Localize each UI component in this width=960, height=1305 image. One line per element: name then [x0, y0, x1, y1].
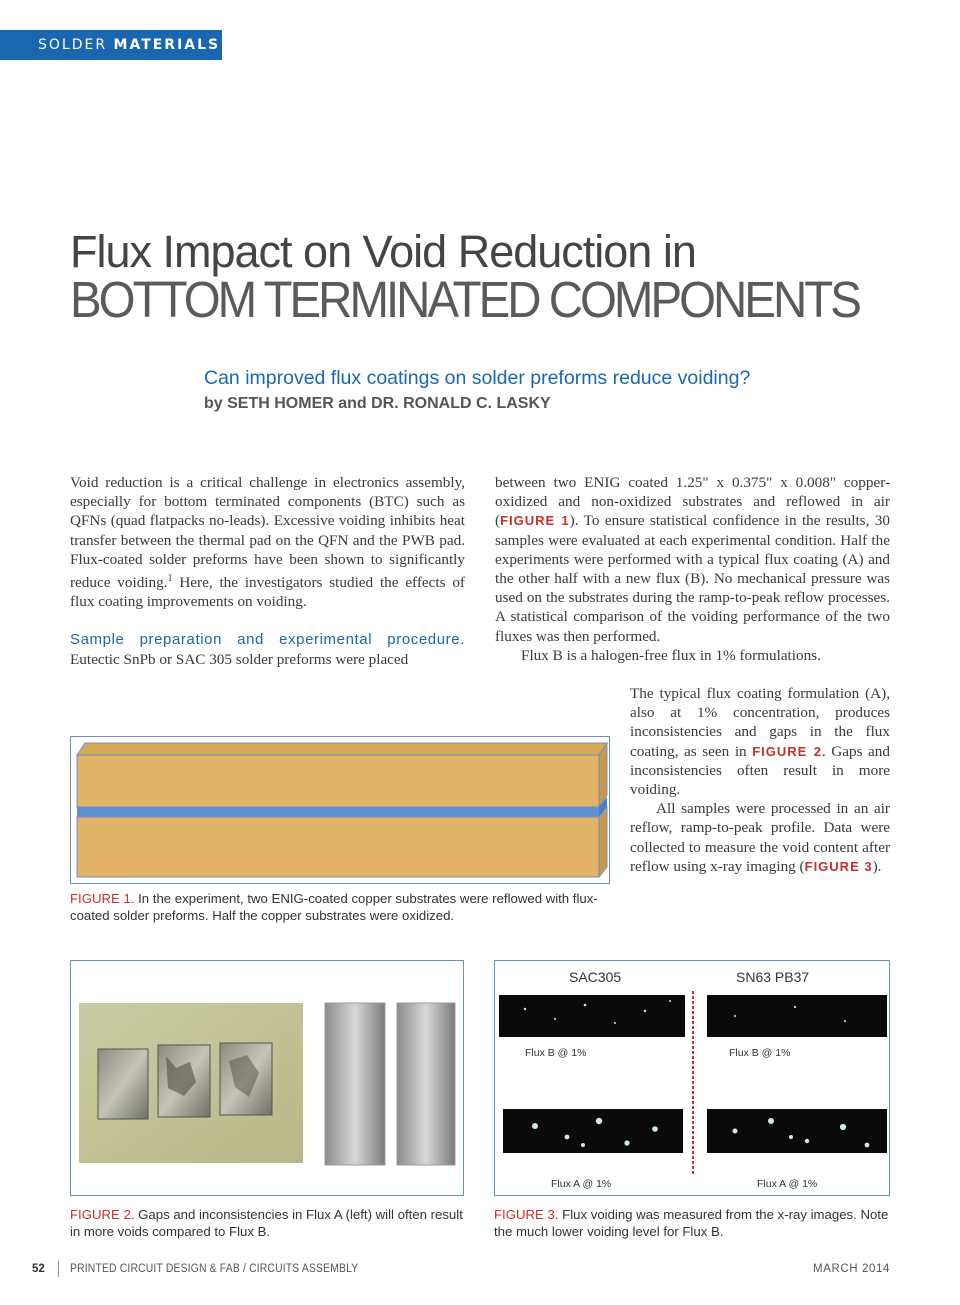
figure-1-caption: FIGURE 1. In the experiment, two ENIG-coated copper substrates were reflowed with flux-coated solder preforms. Half the copper substrates were oxidized.: [70, 891, 598, 923]
figure-3-label: FIGURE 3.: [494, 1207, 559, 1222]
xray-label-bottom-right: Flux A @ 1%: [757, 1178, 818, 1190]
publication-name: PRINTED CIRCUIT DESIGN & FAB / CIRCUITS ASSEMBLY: [70, 1263, 359, 1275]
paragraph-3a: Flux B is a halogen-free flux in 1% formulations.: [521, 646, 821, 664]
paragraph-1: Void reduction is a critical challenge in electronics assembly, especially for bottom terminated components (BTC) such as QFNs (quad flatpacks no-leads). Excessive voiding inhibits heat transfer between the thermal pad on the QFN and the PWB pad. Flux-coated solder preforms have been shown to significantly reduce voiding.$^1$ Here, the investigators studied the effects of flux coating improvements on voiding.: [70, 474, 465, 611]
figure-2-caption: FIGURE 2. Gaps and inconsistencies in Flux A (left) will often result in more voids compared to Flux B.: [70, 1207, 463, 1239]
footnote-ref: 1: [167, 573, 173, 585]
paragraph-2: Sample preparation and experimental procedure. Eutectic SnPb or SAC 305 solder preforms were placed: [70, 631, 465, 668]
article-title-line1: Flux Impact on Void Reduction in: [70, 226, 696, 277]
figure-3-ref: FIGURE 3: [804, 858, 873, 874]
figure-1-ref: FIGURE 1: [500, 513, 570, 529]
figure-2-image: [70, 960, 464, 1196]
figure-3-image: [494, 960, 890, 1196]
section-heading: Sample preparation and experimental procedure.: [70, 631, 465, 649]
xray-col-label-right: SN63 PB37: [736, 969, 810, 985]
paragraph-3b: The typical flux coating formulation (A), also at 1% concentration, produces inconsistencies and gaps in the flux coating, as seen in FIGURE 2. Gaps and inconsistencies often result in more voiding.: [630, 685, 890, 799]
figure-3-caption: FIGURE 3. Flux voiding was measured from the x-ray images. Note the much lower voiding level for Flux B.: [494, 1207, 889, 1239]
footer-separator: [58, 1261, 59, 1277]
issue-date: MARCH 2014: [813, 1263, 890, 1275]
section-light: SOLDER: [38, 37, 108, 53]
article-title-line2: BOTTOM TERMINATED COMPONENTS: [70, 271, 859, 328]
deck-text: Can improved flux coatings on solder preforms reduce voiding?: [204, 367, 751, 389]
figure-2-label: FIGURE 2.: [70, 1207, 135, 1222]
body-column-right-narrow: [630, 684, 890, 876]
byline: by SETH HOMER and DR. RONALD C. LASKY: [204, 395, 551, 412]
figure-1-label: FIGURE 1.: [70, 891, 135, 906]
body-column-left: [70, 473, 465, 669]
xray-label-bottom-left: Flux A @ 1%: [551, 1178, 612, 1190]
xray-label-top-left: Flux B @ 1%: [525, 1047, 587, 1059]
paragraph-4: All samples were processed in an air reflow, ramp-to-peak profile. Data were collected to measure the void content after reflow using x-ray imaging (FIGURE 3).: [630, 800, 890, 875]
section-tab: [0, 30, 222, 60]
figure-2-ref: FIGURE 2: [752, 743, 822, 759]
paragraph-2-cont: between two ENIG coated 1.25" x 0.375" x 0.008" copper-oxidized and non-oxidized substrates and reflowed in air (FIGURE 1). To ensure statistical confidence in the results, 30 samples were evaluated at each experimental condition. Half the experiments were performed with a typical flux coating (A) and the other half with a new flux (B). No mechanical pressure was used on the substrates during the ramp-to-peak reflow processes. A statistical comparison of the voiding performance of the two fluxes was then performed.: [495, 474, 890, 645]
xray-label-top-right: Flux B @ 1%: [729, 1047, 791, 1059]
section-bold: MATERIALS: [113, 37, 221, 53]
figure-1-image: [70, 736, 610, 884]
deck: [204, 366, 764, 416]
xray-col-label-left: SAC305: [569, 969, 622, 985]
page-number: 52: [32, 1263, 45, 1275]
body-column-right: [495, 473, 890, 665]
